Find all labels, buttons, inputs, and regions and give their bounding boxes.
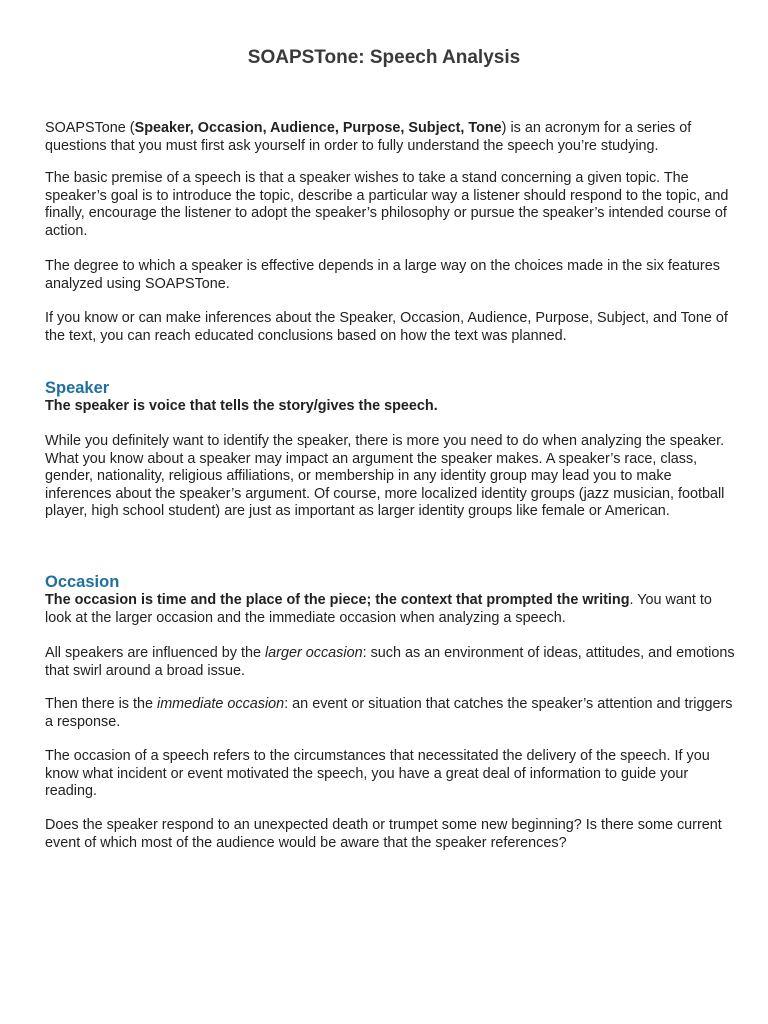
occasion-paragraph-2 — [45, 696, 735, 731]
page-title: SOAPSTone: Speech Analysis — [247, 47, 521, 68]
occasion-circumstances-text: The occasion of a speech refers to the circumstances that necessitated the delivery of the speech. If you know what incident or event motivated the speech, you have a great deal of information to guide your reading. — [45, 748, 710, 799]
intro-paragraph-1 — [45, 120, 735, 155]
speaker-heading: Speaker — [45, 379, 110, 397]
intro-premise-text: The basic premise of a speech is that a speaker wishes to take a stand concerning a given topic. The speaker’s goal is to introduce the topic, describe a particular way a listener should respond to the topic, and finally, encourage the listener to adopt the speaker’s philosophy or pursue the speaker’s intended course of action. — [45, 170, 729, 239]
larger-occasion-text-a: All speakers are influenced by the — [45, 645, 265, 661]
immediate-occasion-text-a: Then there is the — [45, 696, 157, 712]
intro-paragraph-3 — [45, 258, 735, 293]
speaker-definition: The speaker is voice that tells the story/gives the speech. — [45, 398, 438, 414]
larger-occasion-term: larger occasion — [264, 645, 363, 661]
intro-paragraph-2 — [45, 170, 735, 240]
speaker-section — [45, 378, 735, 416]
immediate-occasion-text-b: : an event or situation that catches the speaker’s attention and triggers a response. — [45, 696, 733, 730]
speaker-paragraph — [45, 433, 735, 521]
occasion-paragraph-1 — [45, 645, 735, 680]
acronym-expansion: Speaker, Occasion, Audience, Purpose, Subject, Tone — [134, 120, 502, 136]
intro-text-c: ) is an acronym for a series of questions that you must first ask yourself in order to fully understand the speech you’re studying. — [45, 120, 692, 154]
intro-text-a: SOAPSTone ( — [45, 120, 135, 136]
occasion-definition: The occasion is time and the place of the piece; the context that prompted the writing — [45, 592, 630, 608]
occasion-section — [45, 572, 735, 627]
occasion-questions-text: Does the speaker respond to an unexpected death or trumpet some new beginning? Is there some current event of which most of the audience would be aware that the speaker references? — [45, 817, 722, 851]
occasion-paragraph-3 — [45, 748, 735, 801]
intro-effectiveness-text: The degree to which a speaker is effective depends in a large way on the choices made in the six features analyzed using SOAPSTone. — [45, 258, 720, 292]
intro-paragraph-4 — [45, 310, 735, 345]
intro-inferences-text: If you know or can make inferences about the Speaker, Occasion, Audience, Purpose, Subject, and Tone of the text, you can reach educated conclusions based on how the text was planned. — [45, 310, 728, 344]
occasion-definition-rest: . You want to look at the larger occasion and the immediate occasion when analyzing a speech. — [45, 592, 712, 626]
occasion-paragraph-4 — [45, 817, 735, 852]
occasion-heading: Occasion — [45, 573, 120, 591]
speaker-body-text: While you definitely want to identify the speaker, there is more you need to do when analyzing the speaker. What you know about a speaker may impact an argument the speaker makes. A speaker’s race, class, gender, nationality, religious affiliations, or membership in any identity group may lead you to make inferences about the speaker’s argument. Of course, more localized identity groups (jazz musician, football player, high school student) are just as important as larger identity groups like female or American. — [45, 433, 725, 519]
immediate-occasion-term: immediate occasion — [157, 696, 285, 712]
larger-occasion-text-b: : such as an environment of ideas, attitudes, and emotions that swirl around a broad issue. — [45, 645, 735, 679]
